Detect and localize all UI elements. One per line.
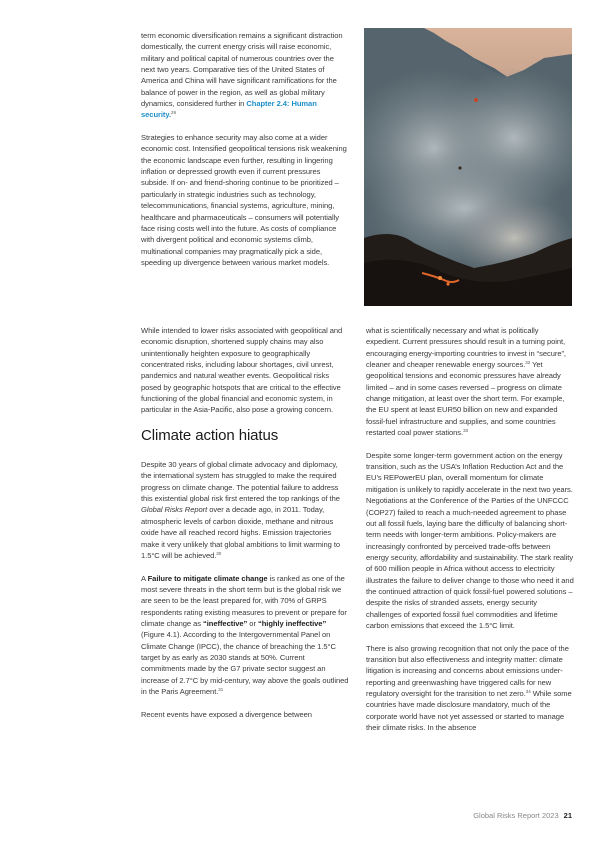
paragraph: A Failure to mitigate climate change is ranked as one of the most severe threats in the short term but is the global risk we are seen to be the least prepared for, with 70% of GRPS respondents rating existing measures to prevent or prepare for climate change as “ineffective” or “highly ineffective” (Figure 4.1). According to the Intergovernmental Panel on Climate Change (IPCC), the chance of breaching the 1.5°C target by as early as 2030 stands at 50%. Current commitments made by the G7 private sector suggest an increase of 2.7°C by mid-century, way above the goals outlined in the Paris Agreement.$^{31}$ [141,573,349,696]
wildfire-image-icon [364,28,572,306]
chapter-2-4-link[interactable]: Chapter 2.4: Human security. [141,99,317,120]
footnote-ref[interactable]: 33 [463,428,468,434]
risk-name: Failure to mitigate climate change [147,573,268,583]
paragraph: term economic diversification remains a significant distraction domestically, the current energy crisis will raise economic, military and political capital of numerous countries over the next two years. Comparative ties of the United States of America and China will have significant ramifications for the balance of power in the region, as well as global military dynamics, considered further in Chapter 2.4: Human security.$^{29}$ [141,31,343,120]
paragraph: what is scientifically necessary and what is politically expedient. Current pressures should result in a turning point, encouraging energy-importing countries to invest in “secure”, cleaner and cheaper renewable energy sources.$^{32}$ Yet geopolitical tensions and economic pressures have already limited – and in some cases reversed – progress on climate change mitigation, at least over the short term. For example, the EU spent at least EUR50 billion on new and expanded fossil-fuel infrastructure and supplies, and some countries restarted coal power stations.$^{33}$ [366,326,566,438]
paragraph: Despite some longer-term government action on the energy transition, such as the USA’s Inflation Reduction Act and the EU’s REPowerEU plan, overall momentum for climate mitigation is unlikely to rapidly accelerate in the next two years. Negotiations at the Conference of the Parties of the UNFCCC (COP27) failed to reach a much-needed agreement to phase out all fossil fuels, laying bare the difficulty of balancing short-term needs with longer-term ambitions. Policy-makers are increasingly confronted by perceived trade-offs between energy security, affordability and sustainability. The stark reality of 600 million people in Africa without access to electricity illustrates the failure to deliver change to those who need it and the continued attraction of quick fossil-fuel powered solutions – despite the risks of stranded assets, energy security challenges of exported fossil fuel commodities and lifetime carbon emissions that exceed the 1.5°C limit. [366,450,574,630]
footnote-ref[interactable]: 34 [525,689,531,694]
footnote-ref[interactable]: 31 [218,686,224,692]
paragraph: There is also growing recognition that not only the pace of the transition but also effectiveness and integrity matter: climate litigation is increasing and concerns about emissions under-reporting and greenwashing have triggered calls for new regulatory oversight for the transition to net zero.$^{34}$ While some countries have made disclosure mandatory, much of the corporate world have not yet assessed or started to manage their climate risks. In the absence [366,643,572,733]
footnote-ref[interactable]: 29 [171,110,176,116]
report-title: Global Risks Report 2023 [473,811,559,820]
paragraph: Recent events have exposed a divergence between [141,709,312,719]
page-number: 21 [563,811,572,820]
paragraph: Strategies to enhance security may also come at a wider economic cost. Intensified geopolitical tensions risk weakening the economic landscape even further, resulting in lingering inflation or depressed growth even if current pressures subside. If on- and friend-shoring continue to be prioritized – particularly in strategic industries such as technology, telecommunications, financial systems, agriculture, mining, healthcare and pharmaceuticals – consumers will potentially face rising costs well into the future. As costs of compliance with divergent political and economic systems climb, multinational companies may pragmatically pick a side, speeding up divergence between various market models. [141,133,347,267]
left-column-top [141,30,349,280]
section-heading: Climate action hiatus [141,426,279,444]
footnote-ref[interactable]: 32 [525,360,531,366]
paragraph: While intended to lower risks associated with geopolitical and economic disruption, shortened supply chains may also unintentionally heighten exposure to geographically concentrated risks, including labour shortages, civil unrest, pandemics and natural weather events. Geopolitical risks posed by geographic hotspots that are critical to the effective functioning of the global financial and economic system, in particular in the Asia-Pacific, also pose a growing concern. [141,326,343,415]
right-column [366,325,574,745]
wildfire-photo [364,28,572,306]
footnote-ref[interactable]: 30 [216,550,222,556]
paragraph: Despite 30 years of global climate advocacy and diplomacy, the international system has struggled to make the required progress on climate change. The potential failure to address this existential global risk first entered the top rankings of the Global Risks Report over a decade ago, in 2011. Today, atmospheric levels of carbon dioxide, methane and nitrous oxide have all reached record highs. Emission trajectories make it very unlikely that global ambitions to limit warming to 1.5°C will be achieved.$^{30}$ [141,460,341,560]
left-column-bottom [141,325,349,731]
page-footer [473,811,572,820]
